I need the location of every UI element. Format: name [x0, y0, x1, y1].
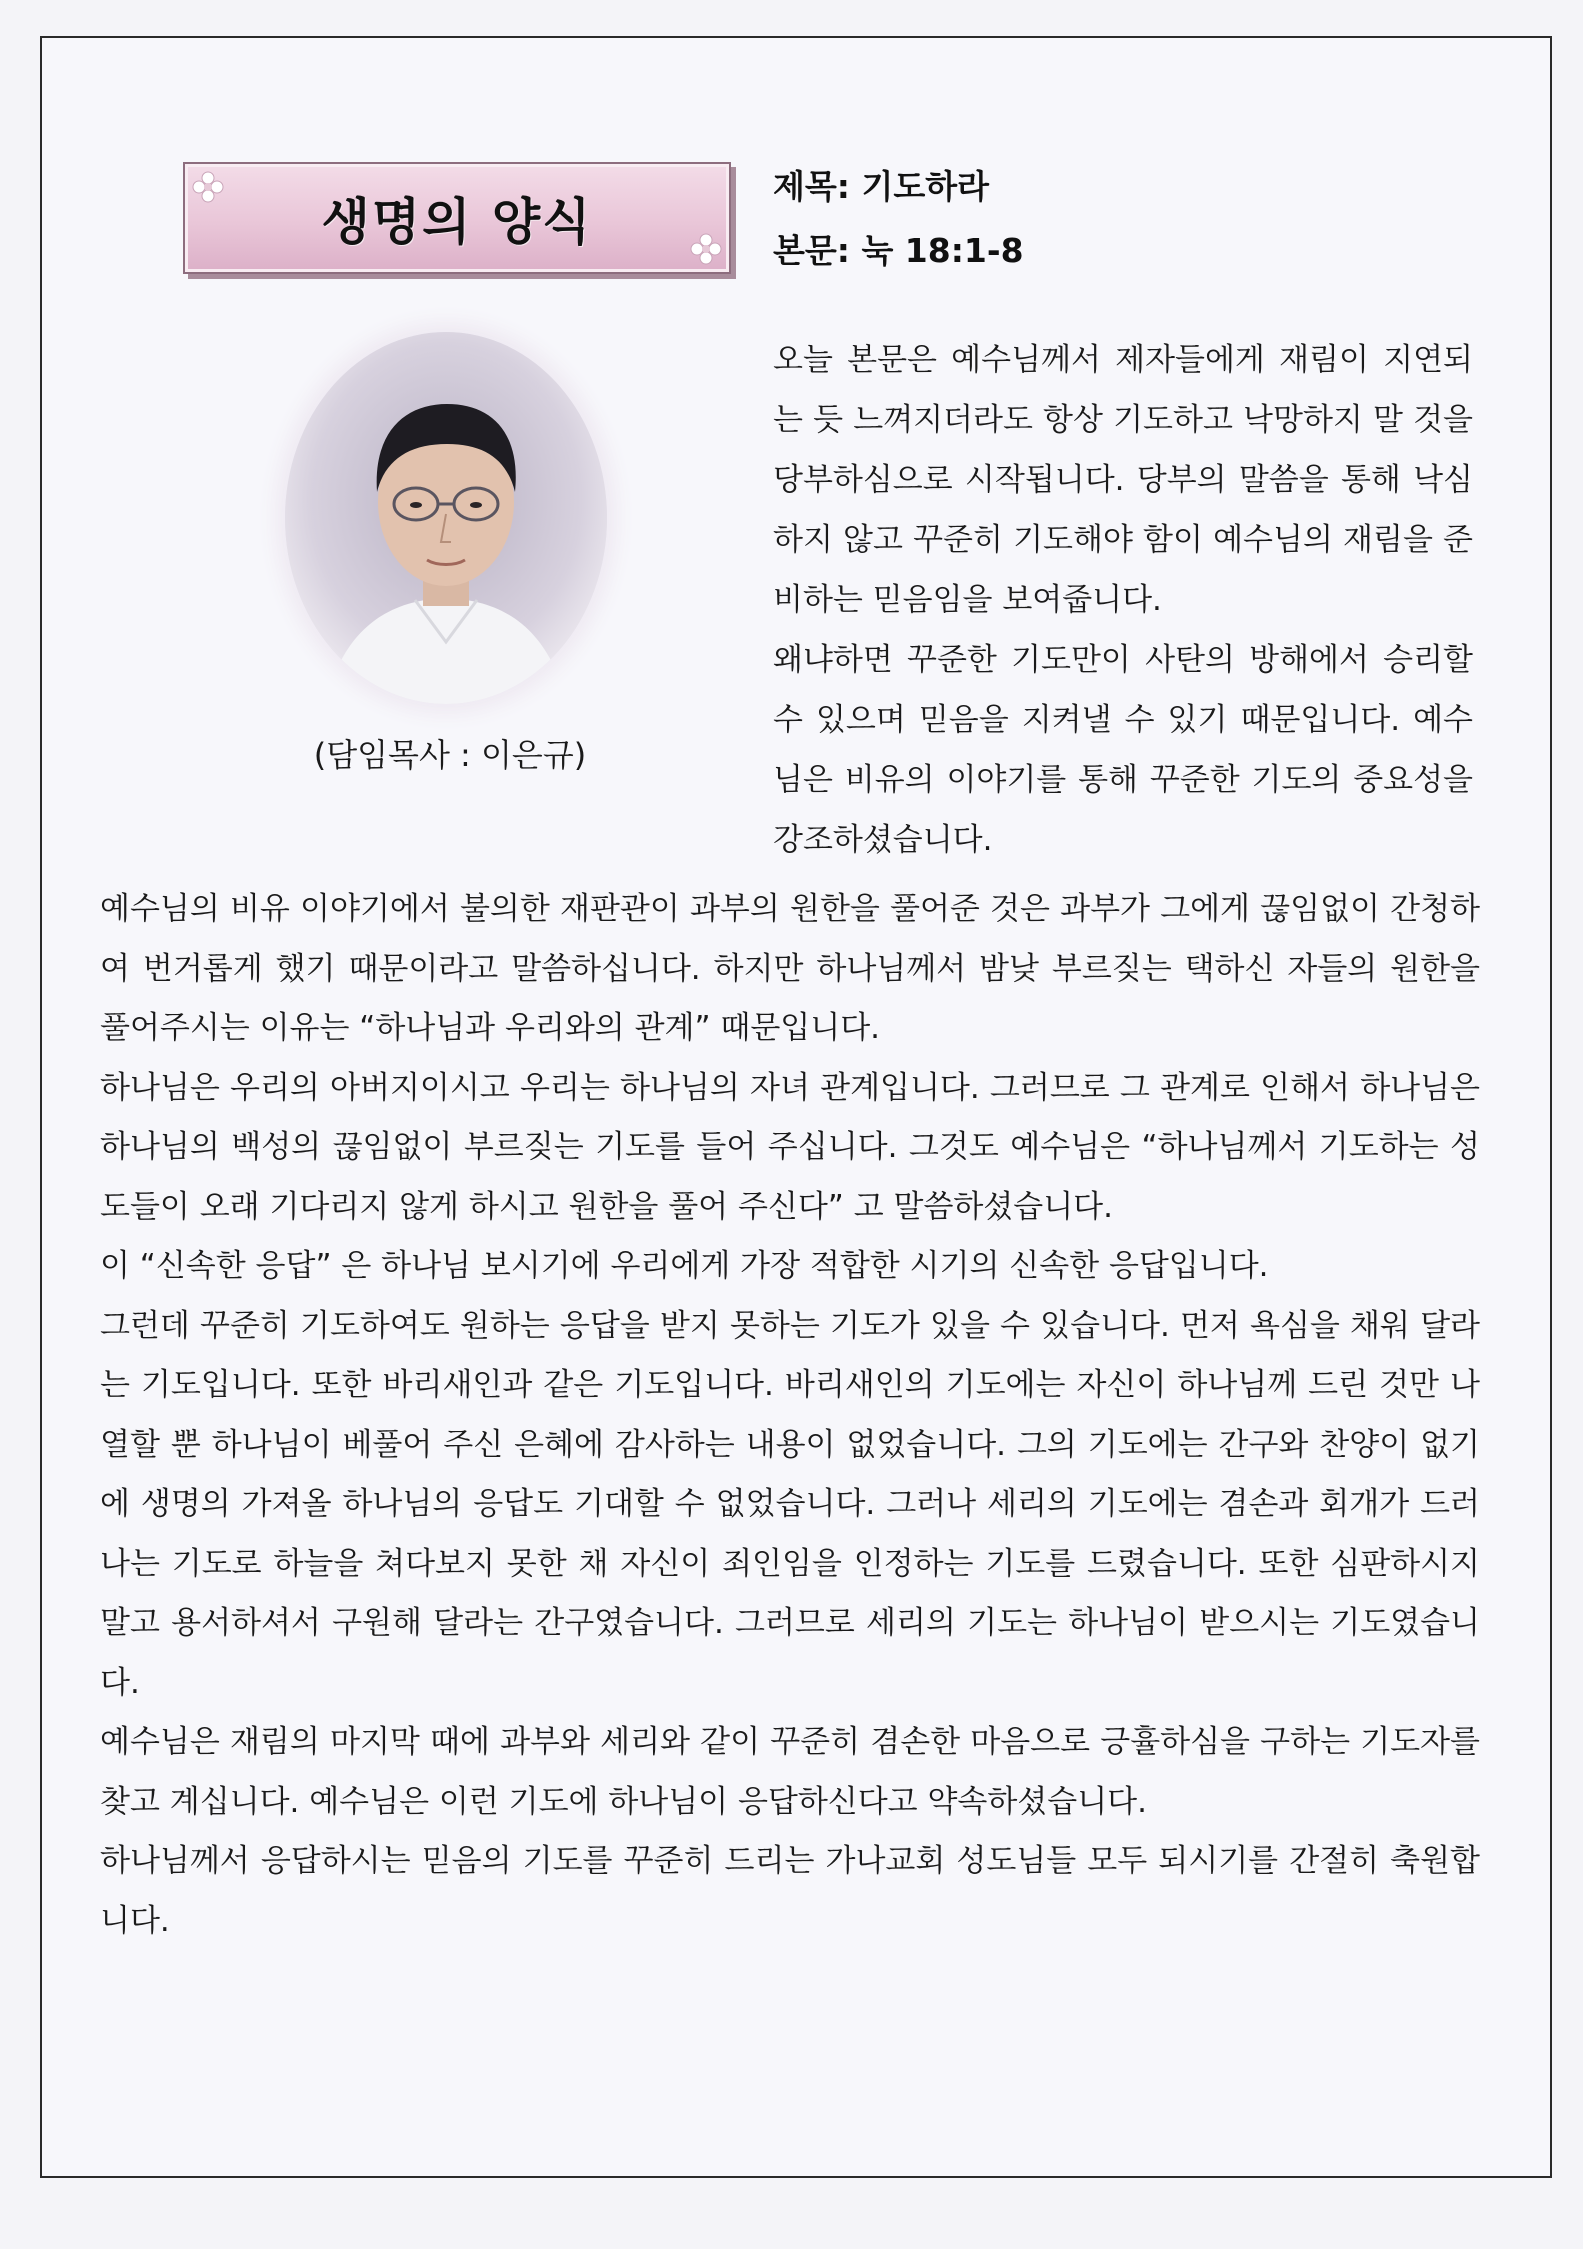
- intro-section: [773, 330, 1473, 870]
- sermon-body: [100, 880, 1480, 1951]
- intro-paragraph: 오늘 본문은 예수님께서 제자들에게 재림이 지연되는 듯 느껴지더라도 항상 기도하고 낙망하지 말 것을 당부하심으로 시작됩니다. 당부의 말씀을 통해 낙심하지 않고 꾸준히 기도해야 함이 예수님의 재림을 준비하는 믿음임을 보여줍니다.: [773, 342, 1473, 618]
- scripture-reference: 본문: 눅 18:1-8: [773, 231, 1024, 270]
- flower-icon: [191, 170, 225, 204]
- body-paragraph: 하나님은 우리의 아버지이시고 우리는 하나님의 자녀 관계입니다. 그러므로 그 관계로 인해서 하나님은 하나님의 백성의 끊임없이 부르짖는 기도를 들어 주십니다. 그것도 예수님은 “하나님께서 기도하는 성도들이 오래 기다리지 않게 하시고 원한을 풀어 주신다” 고 말씀하셨습니다.: [100, 1069, 1480, 1225]
- intro-paragraph: 왜냐하면 꾸준한 기도만이 사탄의 방해에서 승리할 수 있으며 믿음을 지켜낼 수 있기 때문입니다. 예수님은 비유의 이야기를 통해 꾸준한 기도의 중요성을 강조하셨습니다.: [773, 642, 1473, 858]
- body-paragraph: 그런데 꾸준히 기도하여도 원하는 응답을 받지 못하는 기도가 있을 수 있습니다. 먼저 욕심을 채워 달라는 기도입니다. 또한 바리새인과 같은 기도입니다. 바리새인의 기도에는 자신이 하나님께 드린 것만 나열할 뿐 하나님이 베풀어 주신 은혜에 감사하는 내용이 없었습니다. 그의 기도에는 간구와 찬양이 없기에 생명의 가져올 하나님의 응답도 기대할 수 없었습니다. 그러나 세리의 기도에는 겸손과 회개가 드러나는 기도로 하늘을 쳐다보지 못한 채 자신이 죄인임을 인정하는 기도를 드렸습니다. 또한 심판하시지 말고 용서하셔서 구원해 달라는 간구였습니다. 그러므로 세리의 기도는 하나님이 받으시는 기도였습니다.: [100, 1307, 1480, 1701]
- body-paragraph: 예수님은 재림의 마지막 때에 과부와 세리와 같이 꾸준히 겸손한 마음으로 긍휼하심을 구하는 기도자를 찾고 계십니다. 예수님은 이런 기도에 하나님이 응답하신다고 약속하셨습니다.: [100, 1724, 1480, 1820]
- sermon-title: 제목: 기도하라: [773, 167, 989, 206]
- page-title: 생명의 양식: [321, 193, 593, 251]
- pastor-caption: (담임목사 : 이은규): [313, 736, 587, 774]
- body-paragraph: 예수님의 비유 이야기에서 불의한 재판관이 과부의 원한을 풀어준 것은 과부가 그에게 끊임없이 간청하여 번거롭게 했기 때문이라고 말씀하십니다. 하지만 하나님께서 밤낮 부르짖는 택하신 자들의 원한을 풀어주시는 이유는 “하나님과 우리와의 관계” 때문입니다.: [100, 891, 1480, 1046]
- portrait-image: [285, 332, 607, 704]
- body-paragraph: 이 “신속한 응답” 은 하나님 보시기에 우리에게 가장 적합한 시기의 신속한 응답입니다.: [100, 1248, 1269, 1284]
- title-banner: [183, 162, 731, 274]
- body-paragraph: 하나님께서 응답하시는 믿음의 기도를 꾸준히 드리는 가나교회 성도님들 모두 되시기를 간절히 축원합니다.: [100, 1843, 1480, 1939]
- pastor-portrait: [285, 332, 607, 704]
- flower-icon: [689, 232, 723, 266]
